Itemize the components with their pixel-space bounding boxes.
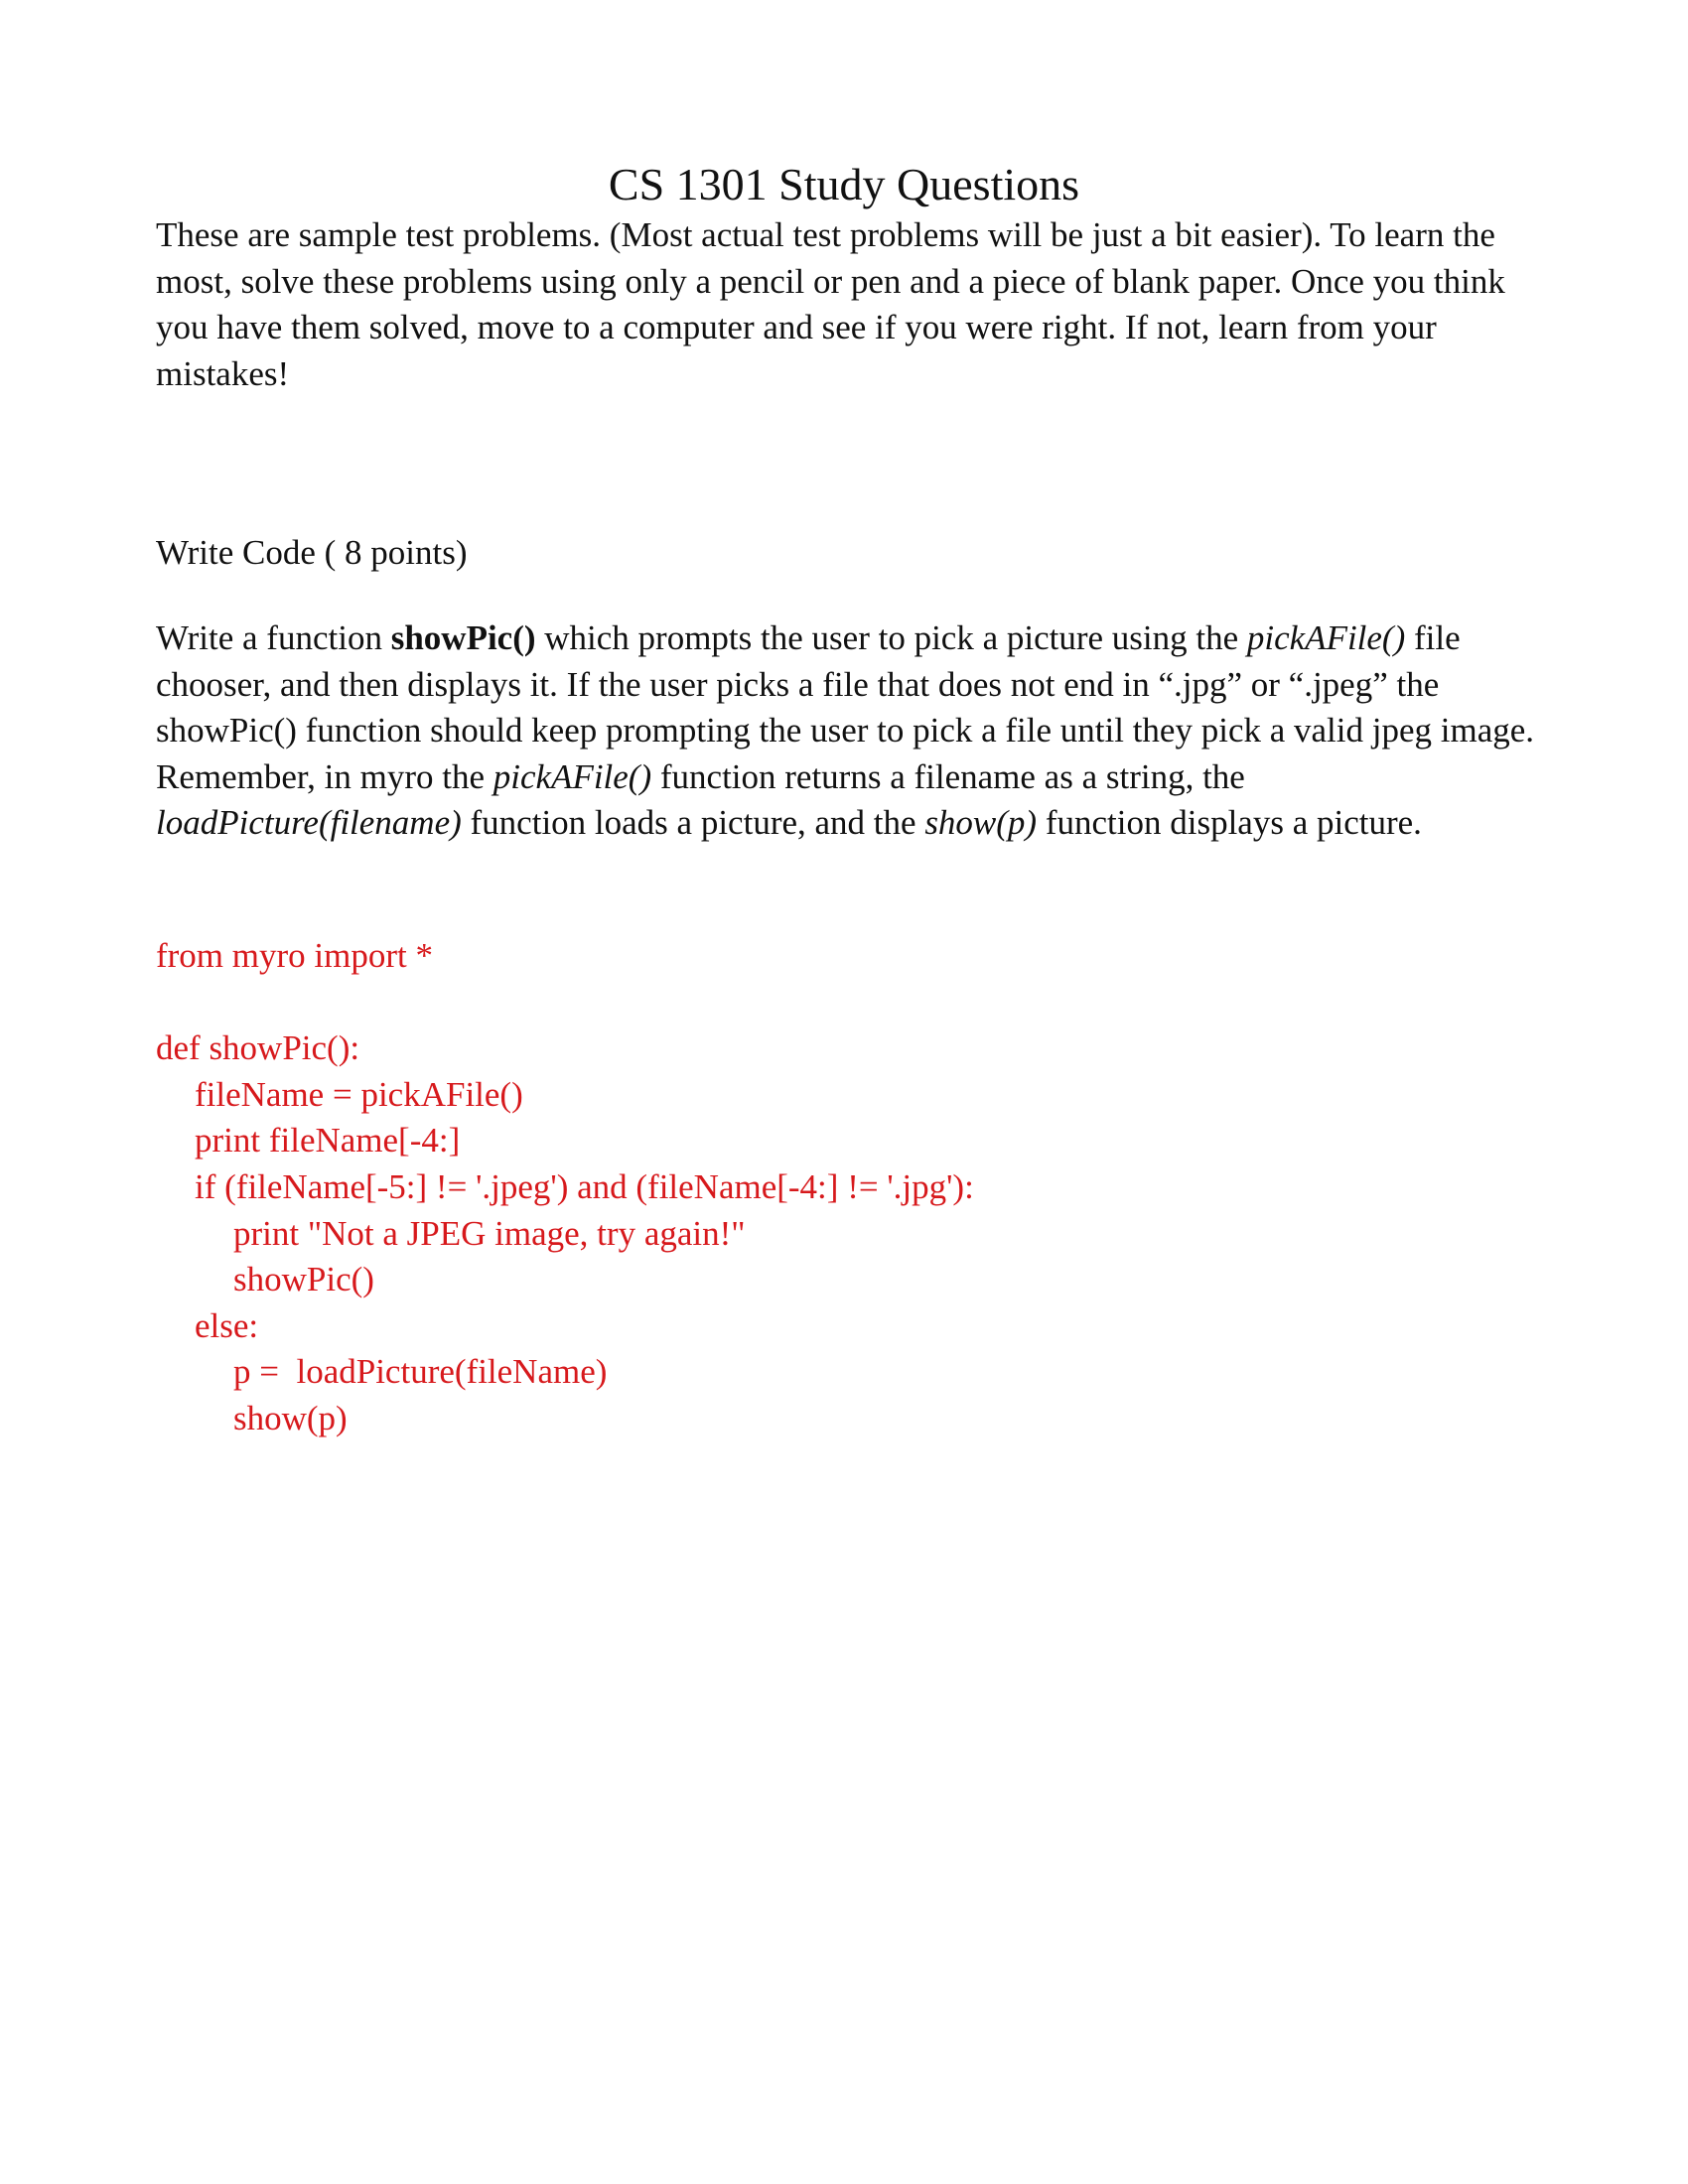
- question-text: function returns a filename as a string, the: [651, 756, 1245, 796]
- intro-paragraph: These are sample test problems. (Most actual test problems will be just a bit easier). To learn the most, solve these problems using only a pencil or pen and a piece of blank paper. Once you think you have them solved, move to a computer and see if you were right. If not, learn from your mistakes!: [156, 215, 1505, 393]
- function-ref: pickAFile(): [1246, 618, 1406, 657]
- function-name: showPic(): [390, 618, 536, 657]
- code-line: else:: [195, 1305, 259, 1345]
- code-line: fileName = pickAFile(): [195, 1074, 523, 1114]
- question-text: function loads a picture, and the: [461, 803, 925, 843]
- code-line: print "Not a JPEG image, try again!": [233, 1213, 746, 1253]
- code-line: from myro import *: [156, 936, 433, 975]
- code-line: def showPic():: [156, 1028, 360, 1068]
- code-line: print fileName[-4:]: [195, 1121, 461, 1160]
- question-text: Write a function: [156, 618, 391, 657]
- code-line: if (fileName[-5:] != '.jpeg') and (fileName[-4:] != '.jpg'):: [195, 1166, 974, 1206]
- page-title: CS 1301 Study Questions: [608, 159, 1080, 209]
- function-ref: show(p): [924, 803, 1038, 843]
- code-line: p = loadPicture(fileName): [233, 1352, 608, 1392]
- code-line: showPic(): [233, 1260, 374, 1299]
- code-line: [156, 980, 974, 1026]
- section-heading: Write Code ( 8 points): [156, 533, 468, 572]
- code-answer: [156, 933, 974, 1442]
- function-ref: loadPicture(filename): [156, 803, 462, 843]
- question-text: file chooser, and then displays it. If the user picks a file that does not end in “.jpg” or “.jpeg” the showPic() function should keep prompting the user to pick a file until they pick a valid jpeg image. Remember, in myro the: [156, 618, 1535, 796]
- question-paragraph: [156, 615, 1546, 847]
- code-line: show(p): [233, 1398, 348, 1437]
- question-text: function displays a picture.: [1037, 803, 1422, 843]
- function-ref: pickAFile(): [492, 756, 652, 796]
- question-text: which prompts the user to pick a picture using the: [535, 618, 1247, 657]
